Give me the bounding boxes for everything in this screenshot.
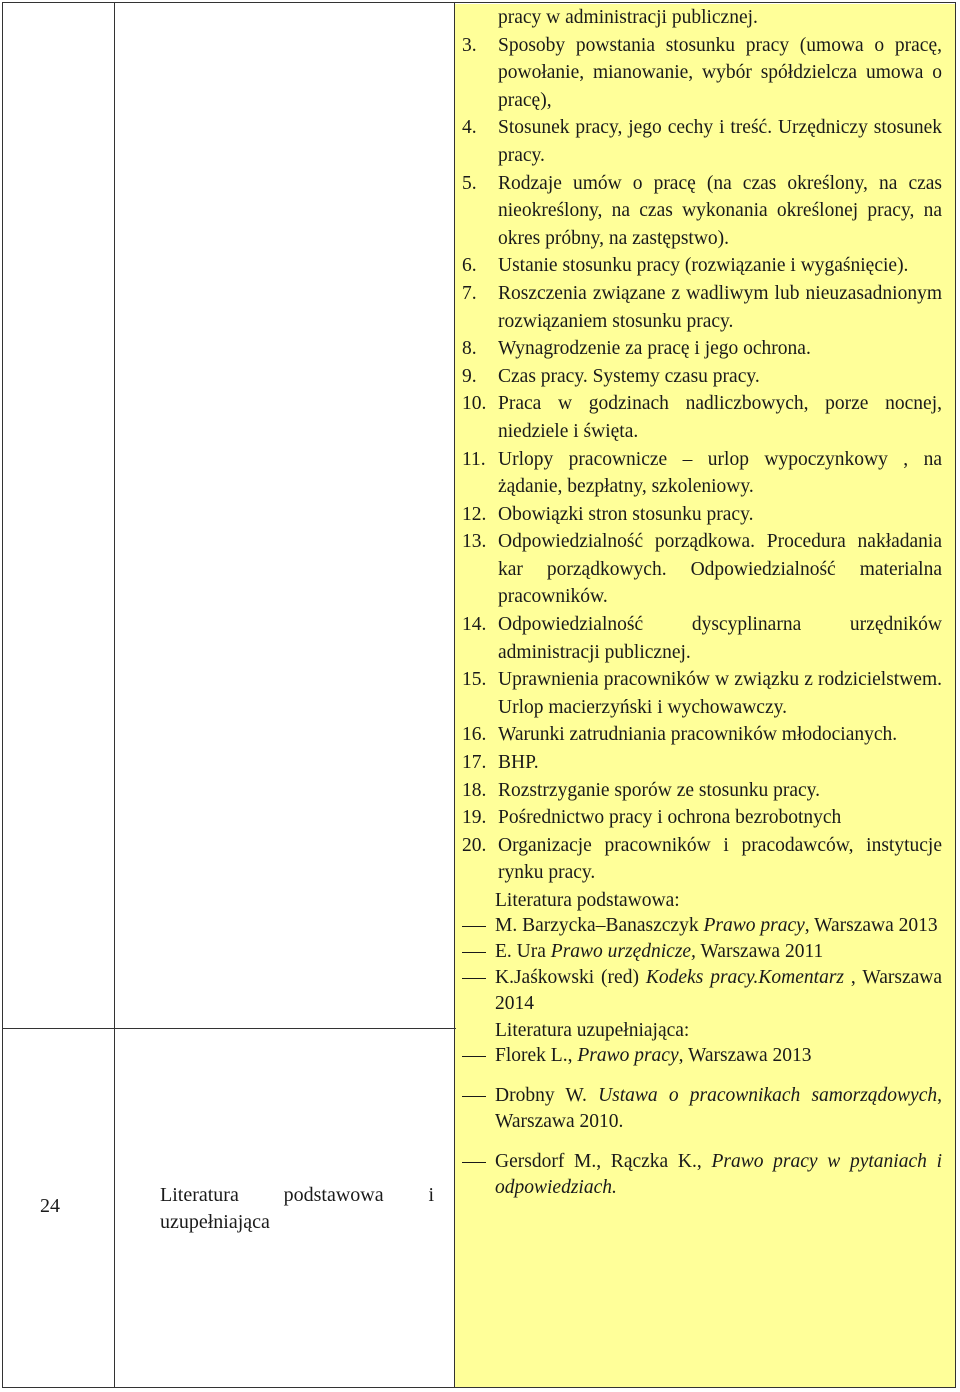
- topic-item: [462, 501, 942, 529]
- author: E. Ura: [495, 941, 546, 962]
- basic-text: [495, 939, 942, 965]
- topic-number: 5.: [462, 172, 477, 194]
- dash-bullet-icon: [462, 939, 495, 965]
- topic-text: Obowiązki stron stosunku pracy.: [498, 503, 754, 525]
- topic-item: [462, 114, 942, 169]
- book-title: Prawo pracy: [577, 1045, 679, 1066]
- basic-item: [462, 965, 942, 1017]
- topic-item: [462, 611, 942, 666]
- dash-bullet-icon: [462, 965, 495, 1017]
- topic-item: [462, 335, 942, 363]
- topics-intro: [462, 4, 942, 32]
- topic-item: [462, 446, 942, 501]
- topic-item: [462, 390, 942, 445]
- topic-number: 7.: [462, 282, 477, 304]
- topic-text: Odpowiedzialność porządkowa. Procedura nakładania kar porządkowych. Odpowiedzialność materialna pracowników.: [498, 531, 942, 608]
- topic-text: Warunki zatrudniania pracowników młodocianych.: [498, 724, 898, 746]
- row-divider: [2, 1028, 456, 1029]
- topic-item: [462, 252, 942, 280]
- supp-item: [462, 1149, 942, 1201]
- topic-number: 20.: [462, 834, 487, 856]
- topic-number: 10.: [462, 393, 487, 415]
- topic-number: 14.: [462, 614, 487, 636]
- topic-item: [462, 749, 942, 777]
- supp-text: [495, 1083, 942, 1135]
- book-title: Prawo pracy w pytaniach i odpowiedziach.: [495, 1151, 942, 1198]
- column-divider-1: [114, 2, 115, 1388]
- author: Florek L.,: [495, 1045, 578, 1066]
- topic-number: 9.: [462, 365, 477, 387]
- publication-info: , Warszawa 2013: [804, 915, 938, 936]
- supp-item: [462, 1083, 942, 1135]
- topic-number: 6.: [462, 255, 477, 277]
- topic-item: [462, 804, 942, 832]
- publication-info: Warszawa 2011: [695, 941, 824, 962]
- book-title: Prawo pracy: [698, 915, 805, 936]
- book-title: Ustawa o pracownikach samorządowych: [598, 1085, 938, 1106]
- author: K.Jaśkowski (red): [495, 967, 639, 988]
- basic-literature-heading: Literatura podstawowa:: [495, 890, 680, 911]
- topic-number: 19.: [462, 807, 487, 829]
- topic-text: Czas pracy. Systemy czasu pracy.: [498, 365, 760, 387]
- topic-text: Rozstrzyganie sporów ze stosunku pracy.: [498, 779, 821, 801]
- dash-bullet-icon: [462, 1043, 495, 1069]
- supp-text: [495, 1043, 942, 1069]
- supp-item: [462, 1043, 942, 1069]
- topic-text: Organizacje pracowników i pracodawców, instytucje rynku pracy.: [498, 834, 942, 884]
- topic-text: Ustanie stosunku pracy (rozwiązanie i wygaśnięcie).: [498, 255, 909, 277]
- publication-info: , Warszawa 2010.: [495, 1085, 942, 1132]
- topic-number: 11.: [462, 448, 486, 470]
- topic-text: Wynagrodzenie za pracę i jego ochrona.: [498, 338, 811, 360]
- supp-text: [495, 1149, 942, 1201]
- topic-text: Praca w godzinach nadliczbowych, porze nocnej, niedziele i święta.: [498, 393, 942, 442]
- topic-text: Urlopy pracownicze – urlop wypoczynkowy , na żądanie, bezpłatny, szkoleniowy.: [498, 448, 942, 498]
- publication-info: , Warszawa 2014: [495, 967, 943, 1014]
- basic-text: [495, 913, 942, 939]
- topic-text: Uprawnienia pracowników w związku z rodzicielstwem. Urlop macierzyński i wychowawczy.: [498, 669, 942, 718]
- topic-item: [462, 777, 942, 805]
- topic-text: BHP.: [498, 752, 539, 774]
- row-label: Literatura podstawowa i uzupełniająca: [160, 1184, 434, 1233]
- topics-list: [462, 32, 942, 887]
- topic-number: 13.: [462, 531, 487, 553]
- topic-number: 12.: [462, 503, 487, 525]
- topic-number: 17.: [462, 752, 487, 774]
- topic-text: Rodzaje umów o pracę (na czas określony, na czas nieokreślony, na czas wykonania określonej pracy, na okres próbny, na zastępstwo).: [498, 172, 942, 249]
- supplementary-literature-list: [462, 1043, 942, 1201]
- topic-item: [462, 32, 942, 115]
- row-number: 24: [40, 1195, 60, 1217]
- topics-intro-text: pracy w administracji publicznej.: [498, 7, 758, 28]
- book-title: Kodeks pracy.Komentarz: [638, 967, 844, 988]
- basic-item: [462, 939, 942, 965]
- dash-bullet-icon: [462, 1083, 495, 1135]
- topic-number: 8.: [462, 338, 477, 360]
- topic-text: Roszczenia związane z wadliwym lub nieuzasadnionym rozwiązaniem stosunku pracy.: [498, 282, 942, 332]
- topic-item: [462, 721, 942, 749]
- column-divider-2: [454, 2, 455, 1388]
- topic-number: 15.: [462, 669, 487, 691]
- author: Drobny W.: [495, 1085, 599, 1106]
- publication-info: , Warszawa 2013: [678, 1045, 812, 1066]
- topic-item: [462, 666, 942, 721]
- topic-number: 16.: [462, 724, 487, 746]
- topic-item: [462, 528, 942, 611]
- basic-text: [495, 965, 942, 1017]
- content-cell: [462, 4, 942, 1201]
- topic-text: Sposoby powstania stosunku pracy (umowa o pracę, powołanie, mianowanie, wybór spółdzielcza umowa o pracę),: [498, 34, 942, 111]
- topic-number: 4.: [462, 117, 477, 139]
- topic-item: [462, 832, 942, 887]
- dash-bullet-icon: [462, 913, 495, 939]
- dash-bullet-icon: [462, 1149, 495, 1201]
- topic-text: Pośrednictwo pracy i ochrona bezrobotnych: [498, 807, 842, 829]
- basic-item: [462, 913, 942, 939]
- supplementary-literature-heading: Literatura uzupełniająca:: [495, 1020, 690, 1041]
- topic-number: 3.: [462, 34, 477, 56]
- topic-item: [462, 170, 942, 253]
- author: M. Barzycka–Banaszczyk: [495, 915, 699, 936]
- topic-number: 18.: [462, 779, 487, 801]
- basic-literature-list: [462, 913, 942, 1017]
- topic-text: Odpowiedzialność dyscyplinarna urzędników administracji publicznej.: [498, 614, 942, 663]
- topic-item: [462, 363, 942, 391]
- book-title: Prawo urzędnicze,: [545, 941, 696, 962]
- author: Gersdorf M., Rączka K.,: [495, 1151, 712, 1172]
- topic-item: [462, 280, 942, 335]
- topic-text: Stosunek pracy, jego cechy i treść. Urzędniczy stosunek pracy.: [498, 117, 942, 166]
